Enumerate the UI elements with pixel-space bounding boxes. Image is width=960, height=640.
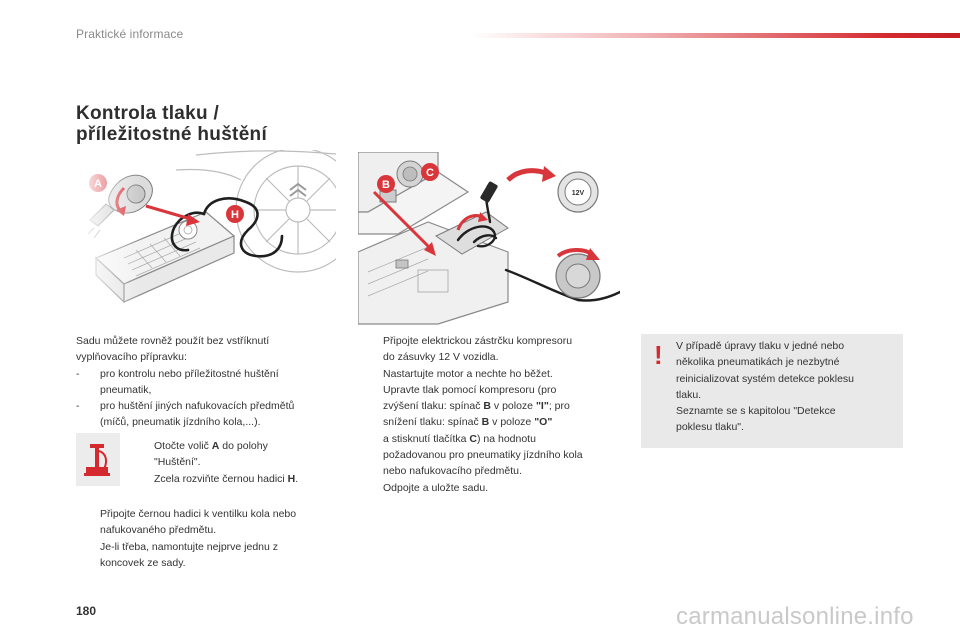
- step-item: [76, 506, 338, 571]
- step-item: [130, 471, 340, 487]
- exclamation-icon: !: [654, 340, 663, 370]
- steps-compressor: [359, 333, 621, 496]
- step-line: Odpojte a uložte sadu.: [383, 481, 489, 494]
- step-line: zvýšení tlaku: spínač B v poloze "I"; pro: [383, 400, 570, 413]
- section-label: Praktické informace: [76, 27, 184, 41]
- socket-12v-label: 12V: [571, 190, 585, 197]
- step-line: Zcela rozviňte černou hadici H.: [154, 472, 299, 485]
- warning-line: V případě úpravy tlaku v jedné nebo: [676, 340, 845, 352]
- step-line: Otočte volič A do polohy: [154, 440, 268, 452]
- warning-text: [676, 338, 896, 436]
- step-line: nafukovaného předmětu.: [100, 524, 217, 537]
- step-line: Připojte elektrickou zástrčku kompresoru: [383, 335, 573, 347]
- step-line: snížení tlaku: spínač B v poloze "O": [383, 416, 553, 429]
- intro-bullet: [76, 366, 338, 399]
- step-line: požadovanou pro pneumatiky jízdního kola: [383, 449, 583, 462]
- page-title-line-1: Kontrola tlaku /: [76, 103, 220, 124]
- step-connect-hose: [76, 506, 338, 571]
- dash-mark: -: [76, 400, 80, 413]
- step-line: nebo nafukovacího předmětu.: [383, 465, 522, 478]
- callout-b-label: B: [382, 179, 390, 191]
- callout-c-label: C: [426, 167, 434, 179]
- warning-line: Seznamte se s kapitolou "Detekce: [676, 405, 836, 418]
- socket-12v: [558, 172, 598, 212]
- intro-line: Sadu můžete rovněž použít bez vstříknutí: [76, 335, 270, 347]
- watermark: carmanualsonline.info: [676, 603, 914, 630]
- callout-b-marker: [377, 175, 395, 193]
- warning-line: poklesu tlaku".: [676, 421, 744, 434]
- warning-line: několika pneumatikách je nezbytné: [676, 356, 840, 369]
- warning-line: reinicializovat systém detekce poklesu: [676, 372, 854, 385]
- dash-mark: -: [76, 367, 80, 380]
- illustration-compressor-hose: [76, 150, 336, 325]
- intro-bullet-line: (míčů, pneumatik jízdního kola,...).: [100, 416, 261, 429]
- header-accent-bar: [470, 33, 960, 38]
- warning-line: tlaku.: [676, 388, 702, 401]
- page-title-line-2: příležitostné huštění: [76, 124, 268, 145]
- callout-c-marker: [421, 163, 439, 181]
- step-item: [130, 438, 340, 471]
- intro-line: vyplňovacího přípravku:: [76, 351, 187, 364]
- step-line: Upravte tlak pomocí kompresoru (pro: [383, 383, 557, 396]
- step-line: "Huštění".: [154, 456, 201, 469]
- step-line: do zásuvky 12 V vozidla.: [383, 351, 499, 364]
- step-line: a stisknutí tlačítka C) na hodnotu: [383, 432, 536, 445]
- intro-bullet-line: pro huštění jiných nafukovacích předmětů: [100, 400, 295, 413]
- illustration-compressor-socket: [358, 152, 620, 325]
- step-item: [359, 382, 621, 480]
- step-line: koncovek ze sady.: [100, 556, 186, 569]
- step-item: [359, 333, 621, 366]
- intro-text: [76, 333, 338, 431]
- step-item: [359, 480, 621, 496]
- intro-bullet-line: pneumatik,: [100, 383, 152, 396]
- compressor-icon-box: [76, 433, 120, 486]
- page-number: 180: [76, 604, 97, 618]
- page-title: [76, 103, 267, 145]
- step-line: Nastartujte motor a nechte ho běžet.: [383, 367, 553, 380]
- steps-selector: [130, 438, 340, 487]
- intro-bullet: [76, 398, 338, 431]
- step-line: Připojte černou hadici k ventilku kola nebo: [100, 508, 297, 520]
- step-line: Je-li třeba, namontujte nejprve jednu z: [100, 540, 279, 553]
- step-item: [359, 366, 621, 382]
- tyre-pump-icon: [76, 433, 120, 486]
- intro-bullet-line: pro kontrolu nebo příležitostné huštění: [100, 367, 279, 380]
- warning-box: [641, 334, 903, 448]
